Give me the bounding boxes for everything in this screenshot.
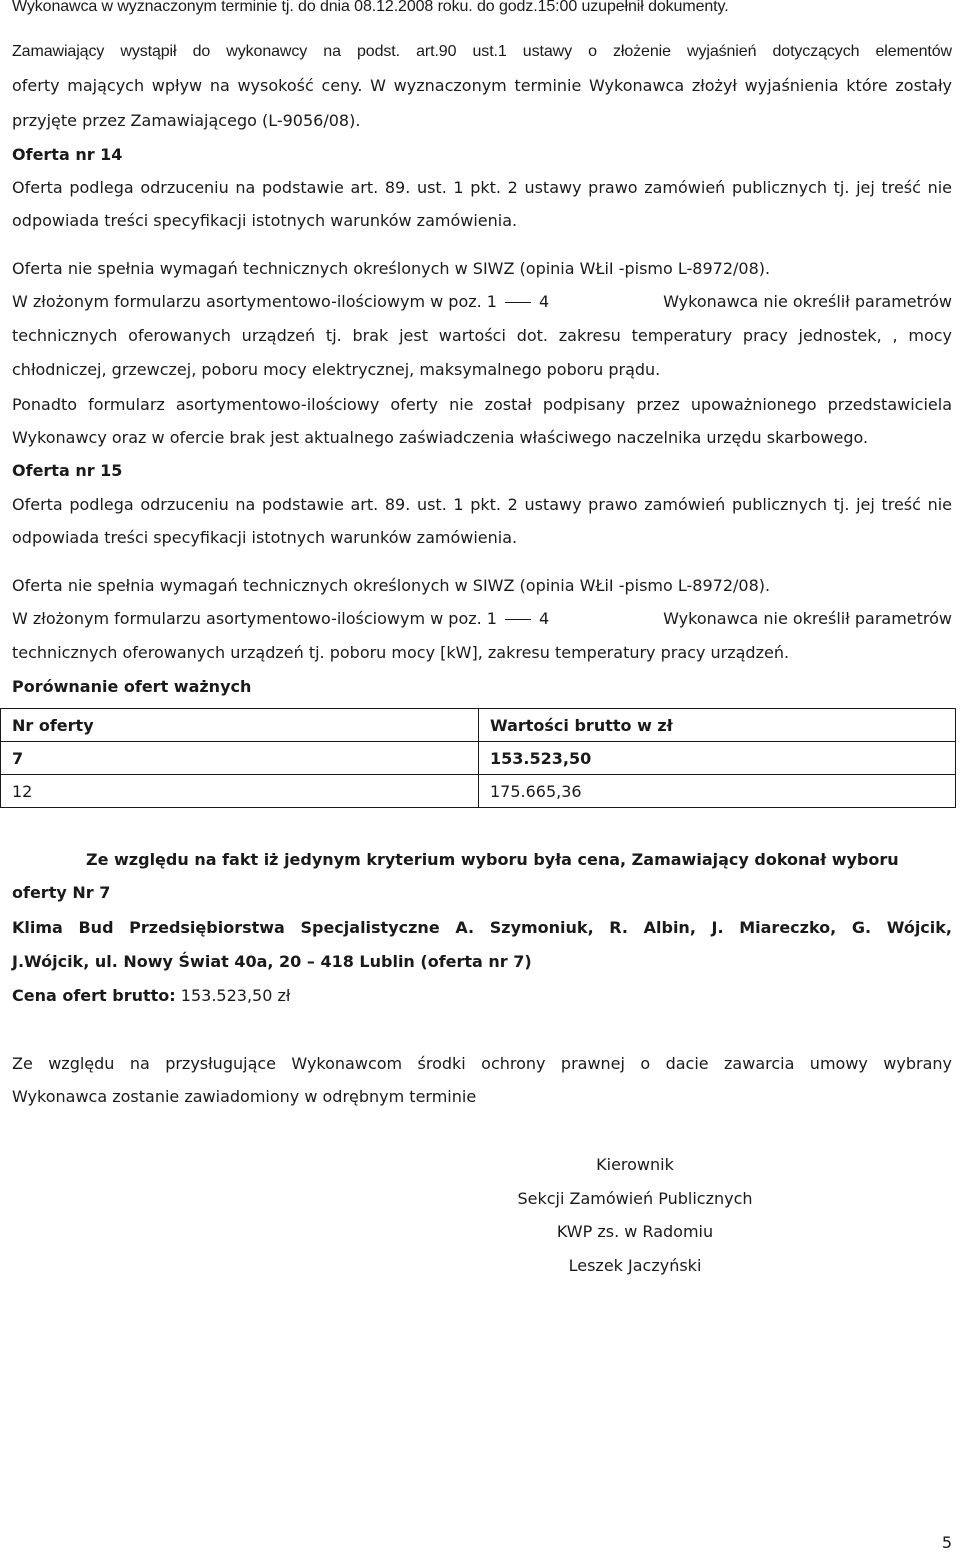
intro-line-2: Zamawiający wystąpił do wykonawcy na podst. art.90 ust.1 ustawy o złożenie wyjaśnień dotyczących elementów	[12, 43, 952, 60]
decision-line-3: Klima Bud Przedsiębiorstwa Specjalistyczne A. Szymoniuk, R. Albin, J. Miareczko, G. Wójcik,	[12, 918, 952, 937]
price-label: Cena ofert brutto:	[12, 986, 176, 1005]
signature-title: Kierownik	[596, 1155, 674, 1174]
signature-name: Leszek Jaczyński	[568, 1256, 702, 1275]
offer-14-para-3b: technicznych oferowanych urządzeń tj. brak jest wartości dot. zakresu temperatury pracy jednostek, , mocy	[12, 326, 952, 345]
signature-org: KWP zs. w Radomiu	[556, 1222, 714, 1241]
col-value-header: Wartości brutto w zł	[479, 709, 956, 742]
intro-line-1: Wykonawca w wyznaczonym terminie tj. do dnia 08.12.2008 roku. do godz.15:00 uzupełnił dokumenty.	[12, 0, 729, 15]
offer-14-para-4b: Wykonawcy oraz w ofercie brak jest aktualnego zaświadczenia właściwego naczelnika urzędu skarbowego.	[12, 428, 869, 447]
offer-14-para-3a	[12, 292, 952, 312]
offer-15-heading: Oferta nr 15	[12, 461, 123, 480]
offer-15-para-3b: technicznych oferowanych urządzeń tj. poboru mocy [kW], zakresu temperatury pracy urządzeń.	[12, 643, 790, 662]
decision-price	[12, 986, 952, 1006]
offer-14-para-4a: Ponadto formularz asortymentowo-ilościowy oferty nie został podpisany przez upoważnionego przedstawiciela	[12, 395, 952, 414]
decision-line-4: J.Wójcik, ul. Nowy Świat 40a, 20 – 418 Lublin (oferta nr 7)	[12, 952, 532, 971]
offer-15-para-3a-right: Wykonawca nie określił parametrów	[663, 609, 952, 628]
offer-15-para-2: Oferta nie spełnia wymagań technicznych określonych w SIWZ (opinia WŁiI -pismo L-8972/08).	[12, 576, 771, 595]
table-header-row	[1, 709, 956, 742]
offer-14-para-2: Oferta nie spełnia wymagań technicznych określonych w SIWZ (opinia WŁiI -pismo L-8972/08).	[12, 259, 771, 278]
table-row	[1, 742, 956, 775]
decision-line-1: Ze względu na fakt iż jedynym kryterium wyboru była cena, Zamawiający dokonał wyboru	[86, 850, 899, 869]
row-nr: 7	[1, 742, 479, 775]
page-number: 5	[941, 1533, 952, 1552]
intro-line-3: oferty mających wpływ na wysokość ceny. W wyznaczonym terminie Wykonawca złożył wyjaśnienia które zostały	[12, 76, 952, 95]
dash	[505, 619, 531, 620]
notice-line-1: Ze względu na przysługujące Wykonawcom środki ochrony prawnej o dacie zawarcia umowy wybrany	[12, 1054, 952, 1073]
offer-14-heading: Oferta nr 14	[12, 145, 123, 164]
offer-15-para-3a	[12, 609, 952, 629]
comparison-table	[0, 708, 956, 808]
offer-15-para-3a-mid: 4	[538, 609, 550, 628]
row-value: 153.523,50	[479, 742, 956, 775]
offer-14-para-1a: Oferta podlega odrzuceniu na podstawie art. 89. ust. 1 pkt. 2 ustawy prawo zamówień publicznych tj. jej treść nie	[12, 178, 952, 197]
offer-14-para-1b: odpowiada treści specyfikacji istotnych warunków zamówienia.	[12, 211, 518, 230]
offer-14-para-3a-right: Wykonawca nie określił parametrów	[663, 292, 952, 311]
col-nr-header: Nr oferty	[1, 709, 479, 742]
offer-14-para-3a-mid: 4	[538, 292, 550, 311]
offer-15-para-1b: odpowiada treści specyfikacji istotnych warunków zamówienia.	[12, 528, 518, 547]
comparison-heading: Porównanie ofert ważnych	[12, 677, 252, 696]
signature-dept: Sekcji Zamówień Publicznych	[517, 1189, 753, 1208]
decision-line-2: oferty Nr 7	[12, 883, 111, 902]
row-value: 175.665,36	[479, 775, 956, 808]
price-value: 153.523,50 zł	[180, 986, 291, 1005]
offer-15-para-1a: Oferta podlega odrzuceniu na podstawie art. 89. ust. 1 pkt. 2 ustawy prawo zamówień publicznych tj. jej treść nie	[12, 495, 952, 514]
intro-line-4: przyjęte przez Zamawiającego (L-9056/08).	[12, 111, 361, 130]
row-nr: 12	[1, 775, 479, 808]
notice-line-2: Wykonawca zostanie zawiadomiony w odrębnym terminie	[12, 1087, 477, 1106]
offer-15-para-3a-left: W złożonym formularzu asortymentowo-ilościowym w poz. 1	[12, 609, 497, 628]
offer-14-para-3a-left: W złożonym formularzu asortymentowo-ilościowym w poz. 1	[12, 292, 497, 311]
table-row	[1, 775, 956, 808]
offer-14-para-3c: chłodniczej, grzewczej, poboru mocy elektrycznej, maksymalnego poboru prądu.	[12, 360, 661, 379]
dash	[505, 302, 531, 303]
